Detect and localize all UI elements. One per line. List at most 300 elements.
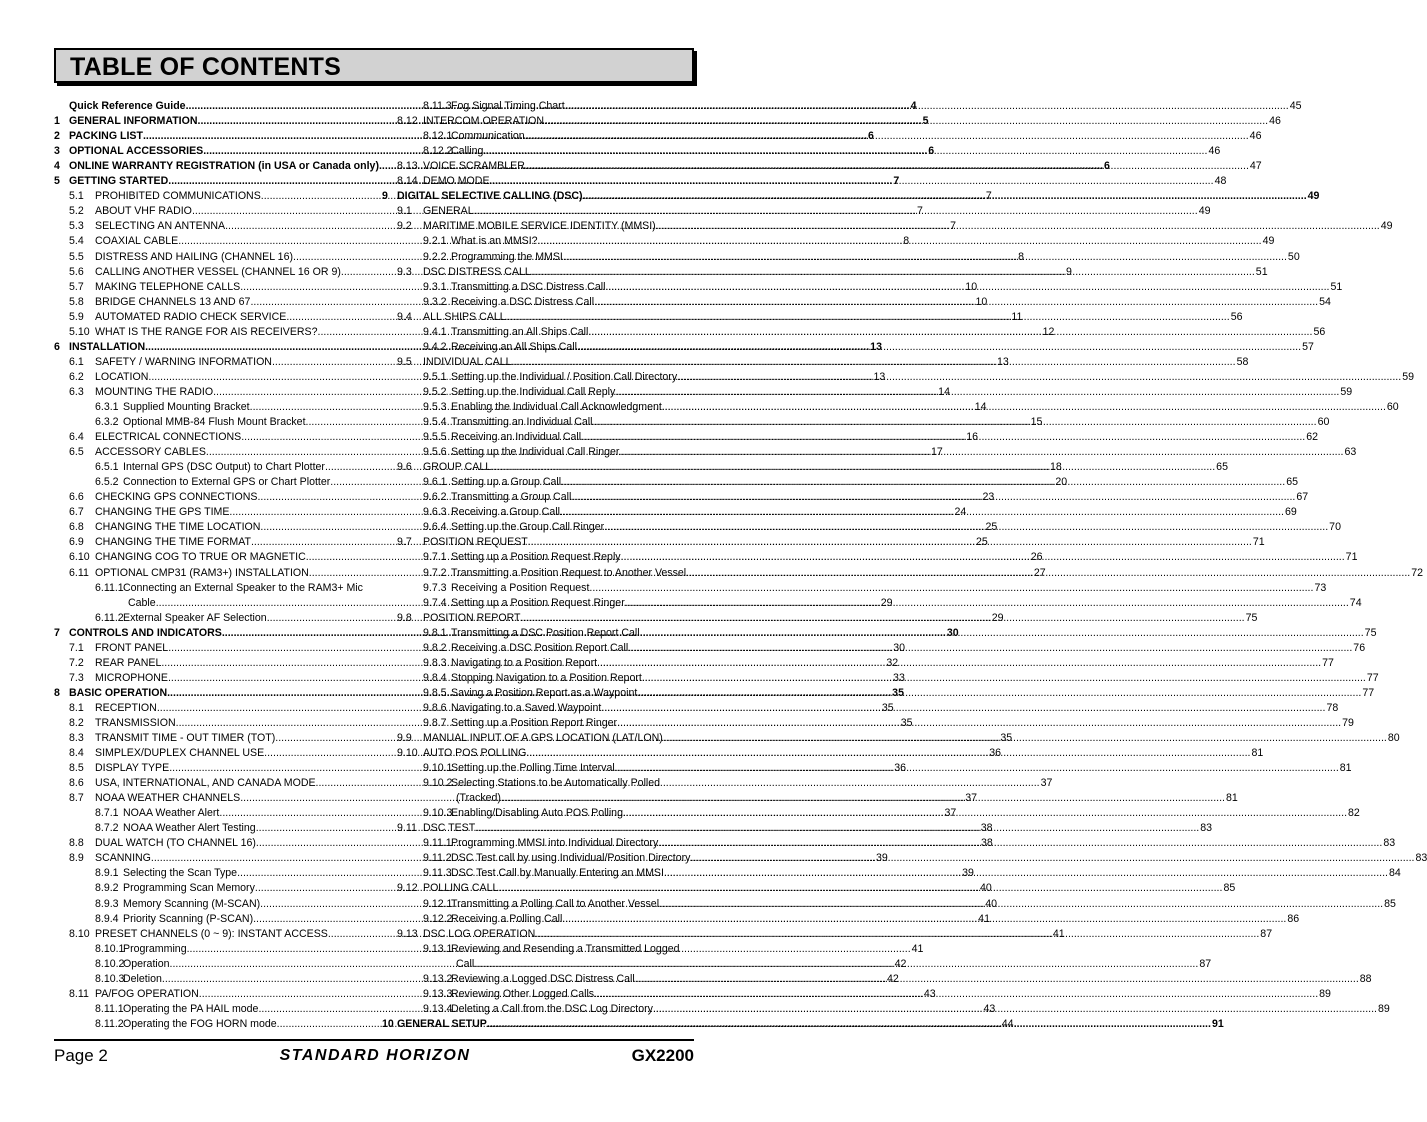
toc-entry-leader (589, 582, 1313, 594)
toc-entry-page: 37 (1040, 777, 1053, 790)
toc-entry-number: 8.1 (69, 701, 84, 714)
toc-entry-page: 26 (1030, 551, 1043, 564)
toc-entry-title: Setting up a Position Report Ringer (451, 716, 618, 729)
toc-entry-leader (686, 567, 1410, 579)
toc-entry-page: 49 (1380, 220, 1393, 233)
toc-entry-page: 14 (974, 400, 987, 413)
toc-entry-number: 4 (54, 160, 60, 173)
toc-entry-page: 54 (1319, 295, 1331, 308)
toc-entry-number: 6.1 (69, 355, 84, 368)
toc-entry-number: 2 (54, 130, 60, 143)
toc-entry-page: 81 (1226, 792, 1238, 805)
toc-entry-page: 65 (1216, 461, 1228, 474)
toc-entry-number: 9.13.2 (423, 972, 453, 985)
toc-entry-page: 16 (966, 431, 979, 444)
toc-entry-title: DSC DISTRESS CALL (423, 265, 531, 278)
toc-entry-number: 6.11.2 (95, 611, 124, 624)
toc-entry-page: 7 (893, 175, 900, 188)
toc-entry-leader (619, 446, 1343, 458)
toc-entry[interactable] (382, 97, 1302, 113)
toc-entry-title: FRONT PANEL (95, 641, 169, 654)
toc-entry-number: 6.7 (69, 506, 84, 519)
toc-entry-number: 9.7 (397, 536, 412, 549)
toc-entry-leader (531, 266, 1255, 278)
toc-entry-title: POLLING CALL (423, 882, 499, 895)
toc-entry[interactable] (382, 232, 1275, 248)
toc-entry-page: 65 (1286, 476, 1298, 489)
toc-entry-title: DIGITAL SELECTIVE CALLING (DSC) (397, 190, 583, 203)
toc-entry-title: VOICE SCRAMBLER (423, 160, 525, 173)
toc-entry[interactable] (382, 940, 692, 955)
toc-entry-title: GENERAL (423, 205, 474, 218)
toc-entry-number: 8.4 (69, 747, 84, 760)
toc-entry-leader (561, 476, 1285, 488)
toc-entry[interactable] (382, 774, 692, 789)
toc-entry-number: 9.11 (397, 822, 417, 835)
toc-entry-number: 5 (54, 175, 60, 188)
toc-entry-title: Operating the PA HAIL mode (123, 1002, 259, 1015)
toc-entry[interactable] (382, 247, 1300, 263)
toc-entry-number: 8.10.3 (95, 972, 125, 985)
toc-entry-page: 75 (1364, 626, 1377, 639)
toc-entry-title: PRESET CHANNELS (0 ~ 9): INSTANT ACCESS (95, 927, 328, 940)
toc-entry-number: 8.12.1 (423, 130, 453, 143)
toc-entry-leader (487, 1018, 1211, 1030)
toc-entry-title: Receiving an All Ships Call (451, 340, 578, 353)
toc-entry-leader (483, 145, 1207, 157)
toc-entry-title: Connecting an External Speaker to the RAM3+ Mic (123, 581, 363, 594)
toc-entry-title: Internal GPS (DSC Output) to Chart Plotter (123, 461, 325, 474)
toc-entry-page: 87 (1260, 927, 1273, 940)
toc-entry-number: 9.12 (397, 882, 418, 895)
toc-entry-title: Setting up the Individual Call Reply (451, 385, 616, 398)
toc-entry-title: CONTROLS AND INDICATORS (69, 626, 222, 639)
toc-entry-leader (498, 882, 1222, 894)
toc-entry-page: 6 (928, 145, 935, 158)
toc-entry-title: Programming (123, 942, 187, 955)
toc-entry-leader (625, 597, 1349, 609)
toc-entry-number: 8.13 (397, 160, 418, 173)
toc-entry-leader (617, 717, 1341, 729)
toc-entry-title: External Speaker AF Selection (123, 611, 267, 624)
toc-entry-number: 9.7.3 (423, 581, 447, 594)
toc-entry-number: 5.5 (69, 250, 84, 263)
toc-entry-page: 60 (1386, 400, 1399, 413)
toc-entry-title: Supplied Mounting Bracket (123, 400, 250, 413)
toc-entry-title: DSC Test Call by Manually Entering an MMSI (451, 867, 664, 880)
toc-entry-leader (565, 100, 1289, 112)
toc-entry-page: 79 (1342, 716, 1354, 729)
toc-entry-page: 81 (1251, 747, 1264, 760)
toc-entry-title: Saving a Position Report as a Waypoint (451, 686, 638, 699)
toc-entry-number: 9.8.6 (423, 701, 447, 714)
toc-entry-title: Reviewing a Logged DSC Distress Call (451, 972, 635, 985)
toc-entry-title: Enabling the Individual Call Acknowledgment (451, 400, 662, 413)
toc-entry-number: 5.7 (69, 280, 84, 293)
toc-entry-title: CHANGING THE GPS TIME (95, 506, 230, 519)
toc-entry-number: 9.7.2 (423, 566, 447, 579)
toc-entry-title: OPTIONAL CMP31 (RAM3+) INSTALLATION (95, 566, 309, 579)
toc-entry-title: Fog Signal Timing Chart (451, 100, 565, 113)
toc-entry-title: Priority Scanning (P-SCAN) (123, 912, 254, 925)
toc-entry-number: 8.9.4 (95, 912, 119, 925)
toc-entry-title: SAFETY / WARNING INFORMATION (95, 355, 272, 368)
toc-entry-page: 30 (946, 626, 959, 639)
toc-entry-page: 83 (1415, 852, 1427, 865)
toc-entry-number: 8.10.1 (95, 942, 125, 955)
toc-entry-title: Receiving a DSC Position Report Call (451, 641, 629, 654)
footer-brand-logo: STANDARD HORIZON (279, 1047, 471, 1064)
toc-entry[interactable] (382, 187, 1320, 203)
toc-entry-leader (525, 160, 1249, 172)
toc-entry-title: DSC TEST (423, 822, 476, 835)
toc-entry-number: 9.10.1 (423, 762, 453, 775)
toc-entry-leader (501, 792, 1225, 804)
toc-entry-page: 50 (1287, 250, 1300, 263)
toc-entry-leader (594, 988, 1318, 1000)
toc-entry-page: 4 (910, 100, 917, 113)
toc-entry-number: 9.8.7 (423, 716, 447, 729)
toc-entry-leader (653, 1003, 1377, 1015)
toc-entry-number: 9.4.2 (423, 340, 447, 353)
toc-entry-number: 9.13.3 (423, 987, 453, 1000)
toc-entry-title: Cable (128, 596, 156, 609)
toc-entry-number: 8.11.3 (423, 100, 452, 113)
toc-entry-number: 8.6 (69, 777, 84, 790)
toc-entry-title: NOAA WEATHER CHANNELS (95, 792, 241, 805)
toc-entry-title: Transmitting a DSC Position Report Call (451, 626, 640, 639)
toc-entry-title: INTERCOM OPERATION (423, 115, 545, 128)
toc-entry-title: INSTALLATION (69, 340, 146, 353)
toc-entry-page: 9 (1065, 265, 1072, 278)
toc-entry-title: Setting up the Group Call Ringer (451, 521, 605, 534)
toc-entry-number: 9.13 (397, 927, 418, 940)
toc-entry-title: BASIC OPERATION (69, 686, 168, 699)
toc-entry-number: 9.11.2 (423, 852, 452, 865)
toc-entry-leader (588, 326, 1312, 338)
toc-entry-page: 47 (1249, 160, 1262, 173)
toc-entry-number: 6.8 (69, 521, 84, 534)
toc-entry-number: 6.11 (69, 566, 89, 579)
toc-entry-title: Navigating to a Position Report (451, 656, 598, 669)
toc-entry-title: CALLING ANOTHER VESSEL (CHANNEL 16 OR 9) (95, 265, 341, 278)
toc-entry-title: Setting up the Polling Time Interval (451, 762, 615, 775)
toc-entry-page: 38 (980, 822, 993, 835)
toc-entry-number: 5.1 (69, 190, 84, 203)
toc-entry-page: 85 (1384, 897, 1396, 910)
toc-entry-number: 9.4 (397, 310, 412, 323)
toc-entry-title: DSC Test call by using Individual/Position Directory (451, 852, 691, 865)
toc-entry-page: 75 (1245, 611, 1258, 624)
toc-entry-page: 13 (870, 340, 882, 353)
toc-entry-leader (525, 130, 1249, 142)
toc-entry-page: 46 (1269, 115, 1281, 128)
toc-entry-number: 9.13.4 (423, 1002, 453, 1015)
toc-entry-page: 45 (1289, 100, 1302, 113)
toc-entry-page: 80 (1387, 732, 1400, 745)
toc-entry-leader (663, 732, 1387, 744)
toc-entry-number: 5.8 (69, 295, 84, 308)
toc-entry-title: Receiving an Individual Call (451, 431, 582, 444)
toc-entry-title: Connection to External GPS or Chart Plotter (123, 476, 331, 489)
toc-entry-page: 40 (985, 897, 998, 910)
toc-entry-leader (474, 958, 1198, 970)
toc-entry-number: 8.9.2 (95, 882, 119, 895)
toc-entry-leader (490, 175, 1214, 187)
toc-entry-title: SIMPLEX/DUPLEX CHANNEL USE (95, 747, 265, 760)
toc-entry-page: 73 (1314, 581, 1327, 594)
toc-entry-number: 6.4 (69, 431, 84, 444)
toc-entry-title: Transmitting a Group Call (451, 491, 572, 504)
toc-entry-page: 33 (893, 671, 905, 684)
toc-entry-leader (538, 235, 1262, 247)
toc-entry-number: 8.7 (69, 792, 84, 805)
toc-entry-number: 5.2 (69, 205, 84, 218)
toc-entry-leader (659, 898, 1383, 910)
toc-entry-title: DSC LOG OPERATION (423, 927, 536, 940)
toc-entry-page: 7 (917, 205, 923, 218)
toc-entry[interactable] (382, 112, 1281, 128)
toc-entry[interactable] (382, 157, 1262, 173)
toc-entry-number: 9.6.1 (423, 476, 447, 489)
toc-entry-leader (526, 747, 1250, 759)
toc-entry-page: 25 (976, 536, 988, 549)
toc-entry-title: ALL SHIPS CALL (423, 310, 506, 323)
toc-entry-number: 9.1 (397, 205, 412, 218)
toc-entry-number: 7.3 (69, 671, 84, 684)
toc-entry-title: GETTING STARTED (69, 175, 169, 188)
toc-entry-number: 9.10 (397, 747, 418, 760)
toc-entry-title: Setting up a Position Request Ringer (451, 596, 625, 609)
toc-entry[interactable] (382, 263, 1268, 278)
toc-entry-number: 5.6 (69, 265, 84, 278)
toc-entry-number: 8 (54, 686, 60, 699)
toc-entry-page: 46 (1208, 145, 1221, 158)
toc-entry-number: 9.10.2 (423, 777, 453, 790)
toc-entry-title: LOCATION (95, 370, 149, 383)
toc-entry-title: Reviewing Other Logged Calls (451, 987, 595, 1000)
toc-entry-number: 8.2 (69, 716, 84, 729)
toc-entry-title: Transmitting an All Ships Call (451, 325, 589, 338)
toc-entry-title: ABOUT VHF RADIO (95, 205, 192, 218)
toc-entry-leader (604, 521, 1328, 533)
toc-entry-leader (560, 506, 1284, 518)
toc-entry-number: 9.6.2 (423, 491, 447, 504)
toc-entry-title: Quick Reference Guide (69, 100, 186, 113)
toc-entry-number: 8.12.2 (423, 145, 453, 158)
toc-entry-title: Programming Scan Memory (123, 882, 255, 895)
toc-entry-page: 13 (997, 355, 1009, 368)
toc-entry-title: DUAL WATCH (TO CHANNEL 16) (95, 837, 256, 850)
toc-entry-page: 30 (893, 641, 906, 654)
toc-entry-number: 9.9 (397, 732, 412, 745)
toc-entry-leader (656, 220, 1380, 232)
toc-entry-title: ACCESSORY CABLES (95, 446, 206, 459)
toc-entry-leader (637, 687, 1361, 699)
toc-entry-title: Operation (123, 957, 170, 970)
toc-entry-title: BRIDGE CHANNELS 13 AND 67 (95, 295, 251, 308)
toc-entry-number: 8.8 (69, 837, 84, 850)
toc-entry-number: 8.12 (397, 115, 418, 128)
toc-entry-leader (635, 973, 1359, 985)
toc-entry-page: 11 (1011, 310, 1023, 323)
toc-entry-leader (597, 657, 1321, 669)
toc-entry-title: Memory Scanning (M-SCAN) (123, 897, 261, 910)
toc-entry-number: 9.8.1 (423, 626, 447, 639)
toc-entry-title: Enabling/Disabling Auto POS Polling (451, 807, 623, 820)
toc-entry-number: 9.2.1 (423, 235, 447, 248)
toc-entry-number: 3 (54, 145, 60, 158)
toc-entry-leader (658, 837, 1382, 849)
toc-entry-page: 39 (875, 852, 888, 865)
toc-entry-leader (615, 386, 1339, 398)
toc-entry-page: 32 (886, 656, 899, 669)
toc-entry-page: 69 (1285, 506, 1297, 519)
toc-entry-page: 86 (1287, 912, 1300, 925)
toc-entry-title: INDIVIDUAL CALL (423, 355, 512, 368)
toc-entry[interactable] (382, 579, 1327, 594)
toc-entry-page: 77 (1366, 671, 1379, 684)
toc-entry[interactable] (382, 202, 1211, 218)
toc-entry[interactable] (382, 127, 1262, 143)
toc-entry-title: Selecting Stations to be Automatically Polled (451, 777, 661, 790)
toc-entry-page: 43 (923, 987, 936, 1000)
toc-entry-title: Setting up a Group Call (451, 476, 562, 489)
toc-entry-page: 35 (1000, 732, 1013, 745)
toc-entry-page: 15 (1030, 416, 1043, 429)
toc-entry-number: 9.5.2 (423, 385, 447, 398)
toc-entry-title: GROUP CALL (423, 461, 492, 474)
toc-entry-number: 9.7.1 (423, 551, 447, 564)
toc-entry-page: 48 (1214, 175, 1227, 188)
toc-entry-number: 9.2.2 (423, 250, 447, 263)
toc-entry-title: Call (456, 957, 475, 970)
toc-entry-title: CHANGING THE TIME LOCATION (95, 521, 261, 534)
toc-entry-page: 36 (989, 747, 1002, 760)
toc-entry-number: 9.2 (397, 220, 412, 233)
toc-entry-title: PROHIBITED COMMUNICATIONS (95, 190, 261, 203)
toc-entry-title: Transmitting a DSC Distress Call (451, 280, 606, 293)
toc-entry-title: Setting up a Position Request Reply (451, 551, 621, 564)
toc-entry-number: 1 (54, 115, 60, 128)
toc-entry-title: CHECKING GPS CONNECTIONS (95, 491, 258, 504)
toc-entry-number: 6.3 (69, 385, 84, 398)
toc-entry-number: 6.9 (69, 536, 84, 549)
toc-entry-title: Deletion (123, 972, 162, 985)
toc-entry-leader (621, 551, 1345, 563)
toc-entry-number: 9.5.4 (423, 416, 447, 429)
toc-entry-title: Calling (451, 145, 484, 158)
toc-entry-page: 49 (1307, 190, 1320, 203)
toc-entry-number: 9.6.3 (423, 506, 447, 519)
toc-entry-leader (664, 867, 1388, 879)
toc-entry-title: ELECTRICAL CONNECTIONS (95, 431, 242, 444)
toc-entry-page: 56 (1230, 310, 1243, 323)
toc-entry-leader (623, 807, 1347, 819)
toc-entry-leader (521, 612, 1245, 624)
toc-entry-title: RECEPTION (95, 701, 157, 714)
toc-entry-page: 17 (930, 446, 943, 459)
toc-entry-number: 6.11.1 (95, 581, 124, 594)
toc-entry-number: 7 (54, 626, 60, 639)
toc-entry-number: 9.3.2 (423, 295, 447, 308)
toc-entry-page: 91 (1211, 1017, 1224, 1030)
toc-entry-title: Setting up the Individual / Position Call Directory (451, 370, 678, 383)
toc-entry-page: 42 (894, 957, 907, 970)
toc-entry-page: 35 (900, 716, 913, 729)
toc-entry-number: 8.3 (69, 732, 84, 745)
toc-entry-number: 8.9.1 (95, 867, 119, 880)
toc-entry-page: 82 (1348, 807, 1360, 820)
toc-entry-leader (571, 491, 1295, 503)
toc-entry-page: 59 (1402, 370, 1414, 383)
toc-entry-page: 37 (965, 792, 978, 805)
toc-entry-number: 5.4 (69, 235, 84, 248)
toc-entry-title: PACKING LIST (69, 130, 143, 143)
toc-entry-title: DEMO MODE (423, 175, 490, 188)
toc-entry-page: 58 (1236, 355, 1249, 368)
toc-entry-title: Communication (451, 130, 525, 143)
toc-entry-page: 36 (894, 762, 907, 775)
toc-entry-page: 29 (991, 611, 1004, 624)
toc-entry-title: Navigating to a Saved Waypoint (451, 701, 602, 714)
toc-entry[interactable] (54, 579, 364, 594)
toc-entry-number: 9.12.2 (423, 912, 453, 925)
toc-entry-number: 9.11.3 (423, 867, 452, 880)
page-title: TABLE OF CONTENTS (70, 53, 341, 81)
toc-entry[interactable] (382, 217, 1393, 233)
toc-entry-title: TRANSMISSION (95, 716, 176, 729)
toc-entry-page: 88 (1359, 972, 1372, 985)
toc-entry-leader (583, 190, 1307, 202)
toc-entry-title: CHANGING COG TO TRUE OR MAGNETIC (95, 551, 306, 564)
toc-entry-page: 35 (881, 701, 894, 714)
toc-entry-title: WHAT IS THE RANGE FOR AIS RECEIVERS? (95, 325, 318, 338)
toc-entry-page: 23 (982, 491, 995, 504)
toc-entry-title: Transmitting a Polling Call to Another Vessel (451, 897, 660, 910)
toc-entry-page: 35 (892, 686, 904, 699)
toc-entry-page: 76 (1353, 641, 1366, 654)
toc-entry-title: MICROPHONE (95, 671, 168, 684)
toc-entry-page: 83 (1383, 837, 1396, 850)
toc-entry-leader (601, 702, 1325, 714)
toc-entry-number: 6 (54, 340, 60, 353)
footer-divider (54, 1039, 694, 1041)
toc-entry-page: 44 (1001, 1017, 1014, 1030)
toc-entry-page: 63 (1344, 446, 1357, 459)
toc-entry[interactable] (382, 142, 1221, 158)
toc-entry-page: 7 (985, 190, 992, 203)
toc-entry-number: 8.11 (69, 987, 89, 1000)
toc-entry-title: MOUNTING THE RADIO (95, 385, 214, 398)
toc-entry-number: 9.10.3 (423, 807, 453, 820)
toc-entry-page: 71 (1345, 551, 1358, 564)
toc-entry-page: 41 (978, 912, 990, 925)
toc-entry-page: 49 (1198, 205, 1211, 218)
toc-entry-leader (593, 416, 1317, 428)
toc-entry[interactable] (382, 172, 1227, 188)
toc-entry-number: 9.11.1 (423, 837, 452, 850)
toc-entry-number: 8.11.2 (95, 1017, 124, 1030)
toc-entry-title: Programming MMSI into Individual Directory (451, 837, 659, 850)
toc-entry-title: OPTIONAL ACCESSORIES (69, 145, 204, 158)
toc-entry-number: 6.2 (69, 370, 84, 383)
toc-entry-number: 9.5 (397, 355, 412, 368)
toc-entry-leader (640, 627, 1364, 639)
toc-entry-title: CHANGING THE TIME FORMAT (95, 536, 251, 549)
toc-entry-title: DISTRESS AND HAILING (CHANNEL 16) (95, 250, 293, 263)
toc-entry-title: MARITIME MOBILE SERVICE IDENTITY (MMSI) (423, 220, 656, 233)
